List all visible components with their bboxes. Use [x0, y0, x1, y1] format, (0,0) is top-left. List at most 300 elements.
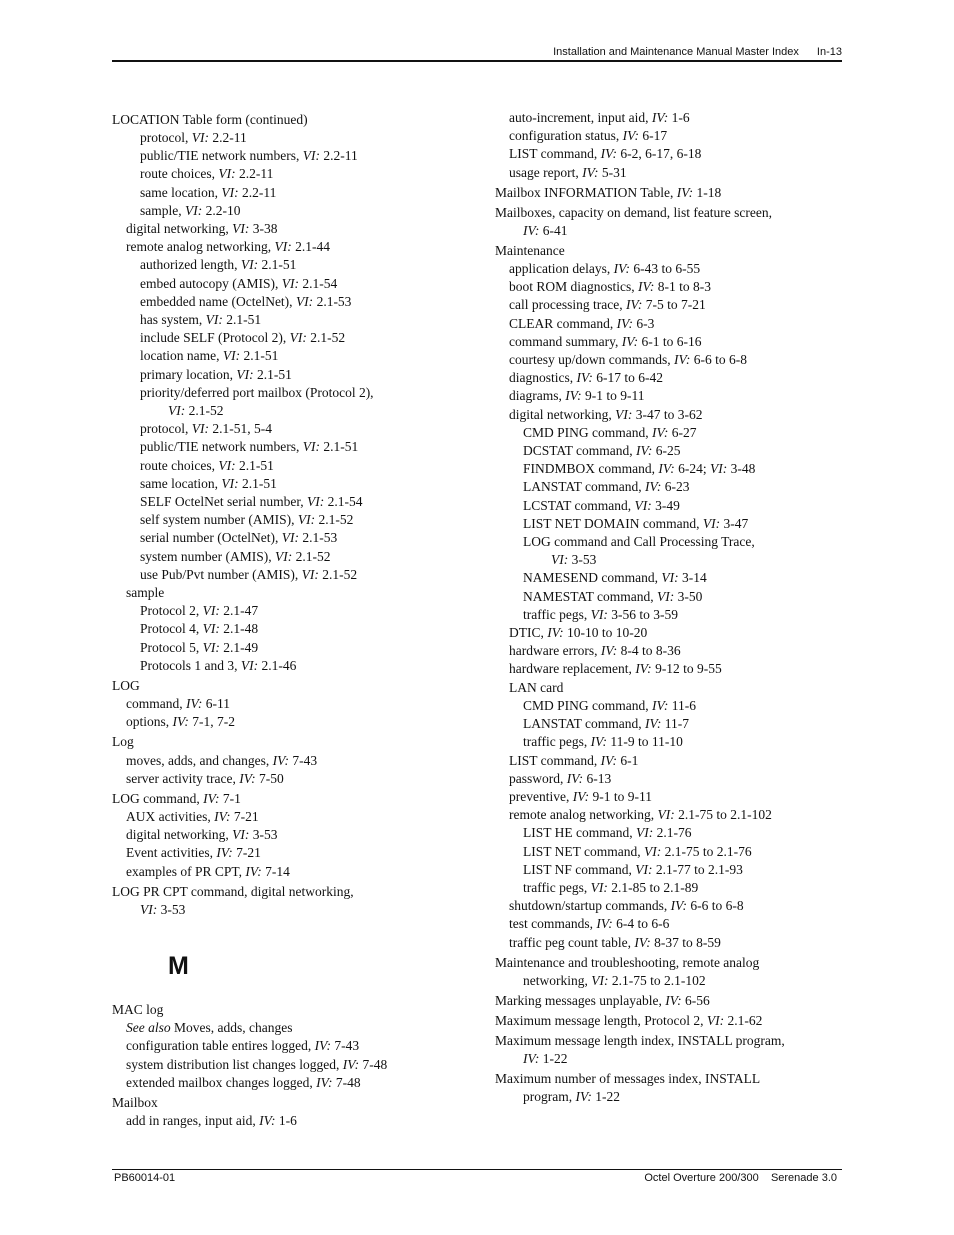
- index-entry: [495, 478, 842, 496]
- index-entry: [112, 883, 480, 901]
- entry-text: route choices,: [140, 166, 219, 182]
- entry-text: courtesy up/down commands,: [509, 352, 674, 368]
- index-entry: [495, 533, 842, 551]
- page-ref: 3-47: [720, 515, 749, 531]
- footer-doc-number: PB60014-01: [114, 1172, 176, 1184]
- page-ref: 2.2-11: [319, 148, 358, 164]
- entry-text: networking,: [523, 972, 592, 988]
- page-ref: 2.1-52: [292, 548, 331, 564]
- page-ref: 8-1 to 8-3: [654, 279, 712, 295]
- page-ref: 6-11: [202, 696, 230, 712]
- page-ref: 10-10 to 10-20: [563, 625, 648, 641]
- entry-text: LOG command,: [112, 790, 204, 806]
- entry-text: same location,: [140, 475, 222, 491]
- page-ref: 1-22: [591, 1089, 620, 1105]
- volume-ref: VI:: [661, 570, 679, 586]
- volume-ref: See also: [126, 1020, 171, 1036]
- index-entry: [112, 1001, 480, 1019]
- page-ref: 11-7: [661, 716, 690, 732]
- entry-text: Mailboxes, capacity on demand, list feature screen,: [495, 204, 773, 220]
- index-entry: [495, 260, 842, 278]
- entry-text: remote analog networking,: [126, 239, 275, 255]
- page-ref: 2.1-53: [313, 293, 352, 309]
- index-entry: [112, 733, 480, 751]
- entry-text: LIST NF command,: [523, 861, 636, 877]
- page-ref: 5-31: [598, 164, 627, 180]
- entry-text: shutdown/startup commands,: [509, 898, 671, 914]
- index-entry: [495, 1050, 842, 1068]
- entry-text: embedded name (OctelNet),: [140, 293, 296, 309]
- index-entry: [112, 311, 480, 329]
- volume-ref: IV:: [596, 916, 613, 932]
- volume-ref: VI:: [657, 588, 675, 604]
- volume-ref: IV:: [172, 714, 189, 730]
- header-title: Installation and Maintenance Manual Master Index: [553, 46, 799, 58]
- volume-ref: IV:: [600, 643, 618, 659]
- page-ref: 2.1-44: [291, 239, 330, 255]
- page-ref: 2.1-51: [238, 475, 277, 491]
- volume-ref: VI:: [274, 239, 292, 255]
- entry-text: sample,: [140, 202, 185, 218]
- page-ref: 7-43: [288, 752, 318, 768]
- index-entry: [112, 1019, 480, 1037]
- volume-ref: VI:: [191, 130, 209, 145]
- volume-ref: IV:: [638, 279, 655, 295]
- entry-text: Marking messages unplayable,: [495, 992, 666, 1008]
- page-ref: 6-1 to 6-16: [638, 333, 702, 349]
- index-entry: [495, 315, 842, 333]
- volume-ref: IV:: [272, 752, 289, 768]
- index-entry: [495, 806, 842, 824]
- volume-ref: VI:: [551, 552, 569, 568]
- entry-text: Protocol 5,: [140, 639, 203, 655]
- page-ref: 2.1-51, 5-4: [209, 421, 272, 437]
- entry-text: digital networking,: [126, 221, 233, 237]
- volume-ref: VI:: [191, 421, 209, 437]
- entry-text: AUX activities,: [126, 808, 215, 824]
- index-entry: [495, 588, 842, 606]
- page-ref: 2.1-62: [724, 1012, 763, 1028]
- page-ref: 1-22: [539, 1050, 568, 1066]
- entry-text: configuration table entires logged,: [126, 1038, 315, 1054]
- volume-ref: IV:: [600, 752, 617, 768]
- volume-ref: IV:: [600, 146, 617, 162]
- page-ref: 2.1-53: [298, 530, 338, 546]
- entry-text: digital networking,: [509, 406, 616, 422]
- entry-text: system distribution list changes logged,: [126, 1056, 343, 1072]
- index-entry: [495, 145, 842, 163]
- index-entry: [112, 420, 480, 438]
- index-entry: [112, 713, 480, 731]
- entry-text: primary location,: [140, 366, 237, 382]
- index-entry: [112, 1094, 480, 1112]
- volume-ref: IV:: [645, 479, 662, 495]
- page-ref: 3-47 to 3-62: [632, 406, 703, 422]
- volume-ref: VI:: [301, 566, 319, 582]
- index-entry: [112, 256, 480, 274]
- page-ref: 2.1-48: [219, 621, 259, 637]
- index-entry: [112, 366, 480, 384]
- volume-ref: IV:: [613, 261, 630, 277]
- entry-text: usage report,: [509, 164, 583, 180]
- index-entry: [495, 1012, 842, 1030]
- page-ref: 7-1: [219, 790, 241, 806]
- index-entry: [112, 1074, 480, 1092]
- index-block-m: [112, 1001, 480, 1130]
- index-entry: [495, 861, 842, 879]
- page-ref: 2.1-51: [258, 257, 297, 273]
- volume-ref: VI:: [202, 621, 220, 637]
- page-ref: 7-50: [255, 770, 284, 786]
- index-entry: [495, 222, 842, 240]
- volume-ref: VI:: [232, 221, 250, 237]
- entry-text: NAMESEND command,: [523, 570, 662, 586]
- entry-text: sample: [126, 585, 165, 601]
- volume-ref: IV:: [590, 734, 607, 750]
- volume-ref: VI:: [140, 901, 158, 917]
- index-entry: [495, 296, 842, 314]
- entry-text: protocol,: [140, 130, 192, 145]
- page-ref: 6-3: [633, 315, 655, 331]
- entry-text: system number (AMIS),: [140, 548, 275, 564]
- entry-text: diagrams,: [509, 388, 566, 404]
- page-ref: 6-1: [617, 752, 639, 768]
- entry-text: traffic pegs,: [523, 606, 591, 622]
- index-entry: [495, 642, 842, 660]
- index-entry: [112, 770, 480, 788]
- entry-text: public/TIE network numbers,: [140, 439, 303, 455]
- page-ref: 6-41: [539, 222, 568, 238]
- index-entry: [495, 460, 842, 478]
- index-entry: [495, 387, 842, 405]
- entry-text: SELF OctelNet serial number,: [140, 494, 308, 510]
- volume-ref: IV:: [634, 934, 651, 950]
- index-entry: [495, 770, 842, 788]
- volume-ref: IV:: [582, 164, 599, 180]
- index-entry: [495, 1070, 842, 1088]
- volume-ref: IV:: [186, 696, 203, 712]
- entry-text: hardware errors,: [509, 643, 601, 659]
- page-ref: 3-53: [568, 552, 597, 568]
- index-entry: [495, 954, 842, 972]
- entry-text: has system,: [140, 312, 206, 328]
- entry-text: Protocols 1 and 3,: [140, 657, 241, 673]
- index-entry: [495, 551, 842, 569]
- entry-text: options,: [126, 714, 173, 730]
- entry-text: digital networking,: [126, 827, 233, 843]
- index-entry: [495, 915, 842, 933]
- index-entry: [112, 384, 480, 402]
- entry-text: LIST command,: [509, 146, 601, 162]
- entry-text: public/TIE network numbers,: [140, 148, 303, 164]
- entry-text: MAC log: [112, 1001, 164, 1017]
- index-entry: [495, 679, 842, 697]
- index-entry: [112, 1056, 480, 1074]
- volume-ref: IV:: [523, 1050, 540, 1066]
- page-ref: 7-43: [330, 1038, 360, 1054]
- index-entry: [112, 752, 480, 770]
- index-entry: [112, 529, 480, 547]
- entry-text: LOG: [112, 677, 140, 693]
- index-entry: [112, 1112, 480, 1130]
- index-entry: [495, 164, 842, 182]
- index-entry: [495, 660, 842, 678]
- entry-text: program,: [523, 1089, 576, 1105]
- volume-ref: VI:: [289, 330, 307, 346]
- index-entry: [495, 569, 842, 587]
- entry-text: CMD PING command,: [523, 424, 652, 440]
- index-entry: [112, 165, 480, 183]
- index-entry: [112, 695, 480, 713]
- index-entry: [112, 275, 480, 293]
- index-entry: [495, 242, 842, 260]
- volume-ref: VI:: [590, 606, 608, 622]
- entry-text: Protocol 4,: [140, 621, 203, 637]
- page-ref: 2.1-51: [253, 366, 292, 382]
- index-entry: [495, 278, 842, 296]
- volume-ref: VI:: [218, 457, 236, 473]
- entry-text: Log: [112, 734, 134, 750]
- index-entry: [495, 351, 842, 369]
- entry-text: LOCATION Table form (continued): [112, 111, 308, 127]
- index-entry: [112, 863, 480, 881]
- volume-ref: VI:: [702, 515, 721, 531]
- volume-ref: VI:: [202, 639, 220, 655]
- page-ref: 6-43 to 6-55: [629, 261, 701, 277]
- page-ref: 6-25: [652, 443, 681, 459]
- page-ref: 6-27: [668, 424, 697, 440]
- page-ref: 3-53: [249, 827, 278, 843]
- page-ref: 6-6 to 6-8: [687, 898, 744, 914]
- page-ref: 2.1-51: [222, 312, 262, 328]
- index-entry: [112, 493, 480, 511]
- index-entry: [495, 424, 842, 442]
- entry-text: configuration status,: [509, 128, 623, 144]
- page-ref: 2.1-51: [319, 439, 359, 455]
- volume-ref: VI:: [240, 657, 259, 673]
- volume-ref: IV:: [216, 845, 233, 861]
- page-ref: 3-48: [727, 461, 756, 477]
- entry-text: Event activities,: [126, 845, 217, 861]
- index-column-left: [112, 109, 480, 1130]
- index-entry: [495, 1088, 842, 1106]
- index-entry: [495, 406, 842, 424]
- page-ref: 1-18: [693, 184, 722, 200]
- volume-ref: VI:: [222, 348, 241, 364]
- entry-text: location name,: [140, 348, 223, 364]
- index-entry: [112, 826, 480, 844]
- index-entry: [112, 293, 480, 311]
- header-page-number: In-13: [816, 46, 842, 58]
- page-ref: 3-38: [249, 221, 278, 237]
- volume-ref: IV:: [572, 788, 590, 804]
- page-ref: 7-5 to 7-21: [642, 297, 706, 313]
- index-entry: [112, 639, 480, 657]
- entry-text: embed autocopy (AMIS),: [140, 275, 282, 291]
- index-entry: [112, 111, 480, 129]
- index-entry: [495, 497, 842, 515]
- page-ref: 1-6: [275, 1112, 297, 1128]
- volume-ref: VI:: [281, 530, 299, 546]
- volume-ref: VI:: [297, 512, 316, 528]
- volume-ref: IV:: [676, 184, 694, 200]
- volume-ref: VI:: [232, 827, 250, 843]
- index-entry: [495, 515, 842, 533]
- entry-text: examples of PR CPT,: [126, 863, 246, 879]
- entry-text: Maximum message length, Protocol 2,: [495, 1012, 707, 1028]
- index-entry: [112, 329, 480, 347]
- page-ref: 2.1-49: [219, 639, 259, 655]
- page-ref: 2.1-76: [653, 825, 692, 841]
- entry-text: moves, adds, and changes,: [126, 752, 273, 768]
- page-ref: 2.1-52: [318, 566, 358, 582]
- volume-ref: IV:: [576, 370, 593, 386]
- index-entry: [495, 843, 842, 861]
- page-ref: 2.1-54: [298, 275, 338, 291]
- index-entry: [495, 972, 842, 990]
- index-entry: [112, 808, 480, 826]
- page-ref: 2.2-11: [238, 184, 277, 200]
- volume-ref: IV:: [239, 770, 256, 786]
- page-ref: 8-37 to 8-59: [650, 934, 721, 950]
- index-entry: [112, 548, 480, 566]
- entry-text: call processing trace,: [509, 297, 626, 313]
- volume-ref: VI:: [634, 497, 652, 513]
- entry-text: command,: [126, 696, 186, 712]
- section-letter: M: [168, 951, 189, 980]
- entry-text: priority/deferred port mailbox (Protocol 2),: [140, 384, 374, 400]
- entry-text: Maximum number of messages index, INSTALL: [495, 1070, 761, 1086]
- page-ref: 2.1-75 to 2.1-76: [661, 843, 752, 859]
- entry-text: Maintenance and troubleshooting, remote analog: [495, 954, 760, 970]
- volume-ref: VI:: [615, 406, 633, 422]
- index-entry: [495, 109, 842, 127]
- page-ref: 2.1-52: [185, 403, 224, 419]
- entry-text: protocol,: [140, 421, 192, 437]
- page-ref: 2.1-47: [219, 603, 259, 619]
- volume-ref: IV:: [652, 697, 669, 713]
- index-entry: [112, 402, 480, 420]
- volume-ref: VI:: [302, 439, 320, 455]
- volume-ref: IV:: [566, 770, 584, 786]
- volume-ref: VI:: [221, 475, 239, 491]
- volume-ref: IV:: [214, 808, 231, 824]
- index-entry: [112, 790, 480, 808]
- entry-text: LCSTAT command,: [523, 497, 635, 513]
- volume-ref: IV:: [523, 222, 540, 238]
- entry-text: application delays,: [509, 261, 614, 277]
- page-ref: 6-6 to 6-8: [690, 352, 747, 368]
- volume-ref: IV:: [636, 443, 653, 459]
- volume-ref: IV:: [651, 110, 669, 125]
- page-ref: 1-6: [668, 110, 690, 125]
- index-entry: [495, 624, 842, 642]
- volume-ref: IV:: [652, 424, 669, 440]
- entry-text: DCSTAT command,: [523, 443, 637, 459]
- header-rule: [112, 60, 842, 62]
- index-entry: [495, 442, 842, 460]
- entry-text: LIST NET DOMAIN command,: [523, 515, 703, 531]
- page-ref: 7-14: [261, 863, 290, 879]
- entry-text: diagnostics,: [509, 370, 577, 386]
- volume-ref: VI:: [202, 603, 220, 619]
- entry-text: Maximum message length index, INSTALL program,: [495, 1032, 785, 1048]
- entry-text: NAMESTAT command,: [523, 588, 658, 604]
- volume-ref: VI:: [205, 312, 223, 328]
- page-ref: 6-13: [583, 770, 612, 786]
- page-ref: 2.1-54: [324, 494, 363, 510]
- volume-ref: IV:: [565, 388, 582, 404]
- page-ref: 3-50: [674, 588, 703, 604]
- entry-text: serial number (OctelNet),: [140, 530, 282, 546]
- volume-ref: VI:: [710, 461, 728, 477]
- index-entry: [112, 620, 480, 638]
- volume-ref: IV:: [342, 1056, 360, 1072]
- index-block-l: [112, 111, 480, 919]
- index-entry: [112, 677, 480, 695]
- entry-text: preventive,: [509, 788, 573, 804]
- entry-text: command summary,: [509, 333, 622, 349]
- volume-ref: VI:: [218, 166, 236, 182]
- volume-ref: IV:: [658, 461, 675, 477]
- volume-ref: IV:: [616, 315, 633, 331]
- page-ref: 6-2, 6-17, 6-18: [617, 146, 702, 162]
- volume-ref: VI:: [168, 403, 186, 419]
- page-ref: 7-21: [232, 845, 261, 861]
- volume-ref: IV:: [203, 790, 220, 806]
- page-ref: 2.1-52: [306, 330, 346, 346]
- page-ref: 2.1-77 to 2.1-93: [652, 861, 743, 877]
- index-entry: [495, 127, 842, 145]
- index-column-right: [495, 109, 842, 1106]
- page-ref: 11-6: [668, 697, 696, 713]
- index-entry: [112, 184, 480, 202]
- page-ref: 7-1, 7-2: [188, 714, 236, 730]
- entry-text: DTIC,: [509, 625, 548, 641]
- entry-text: hardware replacement,: [509, 661, 636, 677]
- page-ref: 6-24;: [674, 461, 710, 477]
- page-ref: 7-48: [332, 1074, 361, 1090]
- volume-ref: IV:: [625, 297, 643, 313]
- volume-ref: VI:: [236, 366, 254, 382]
- volume-ref: VI:: [590, 879, 608, 895]
- volume-ref: IV:: [621, 333, 639, 349]
- page-ref: 3-53: [157, 901, 186, 917]
- index-entry: [112, 566, 480, 584]
- index-entry: [112, 347, 480, 365]
- index-entry: [495, 204, 842, 222]
- page-ref: 2.1-46: [258, 657, 297, 673]
- entry-text: FINDMBOX command,: [523, 461, 659, 477]
- entry-text: remote analog networking,: [509, 807, 658, 823]
- entry-text: authorized length,: [140, 257, 241, 273]
- index-entry: [495, 1032, 842, 1050]
- footer-rule: [112, 1169, 842, 1170]
- entry-text: traffic pegs,: [523, 734, 591, 750]
- page-ref: 6-17: [638, 128, 668, 144]
- volume-ref: VI:: [591, 972, 609, 988]
- volume-ref: VI:: [281, 275, 299, 291]
- page-ref: 9-12 to 9-55: [651, 661, 722, 677]
- index-entry: [112, 147, 480, 165]
- volume-ref: IV:: [673, 352, 691, 368]
- index-entry: [112, 475, 480, 493]
- entry-text: add in ranges, input aid,: [126, 1112, 260, 1128]
- page-ref: 9-1 to 9-11: [581, 388, 645, 404]
- entry-text: LANSTAT command,: [523, 716, 646, 732]
- entry-text: test commands,: [509, 916, 597, 932]
- volume-ref: VI:: [295, 293, 314, 309]
